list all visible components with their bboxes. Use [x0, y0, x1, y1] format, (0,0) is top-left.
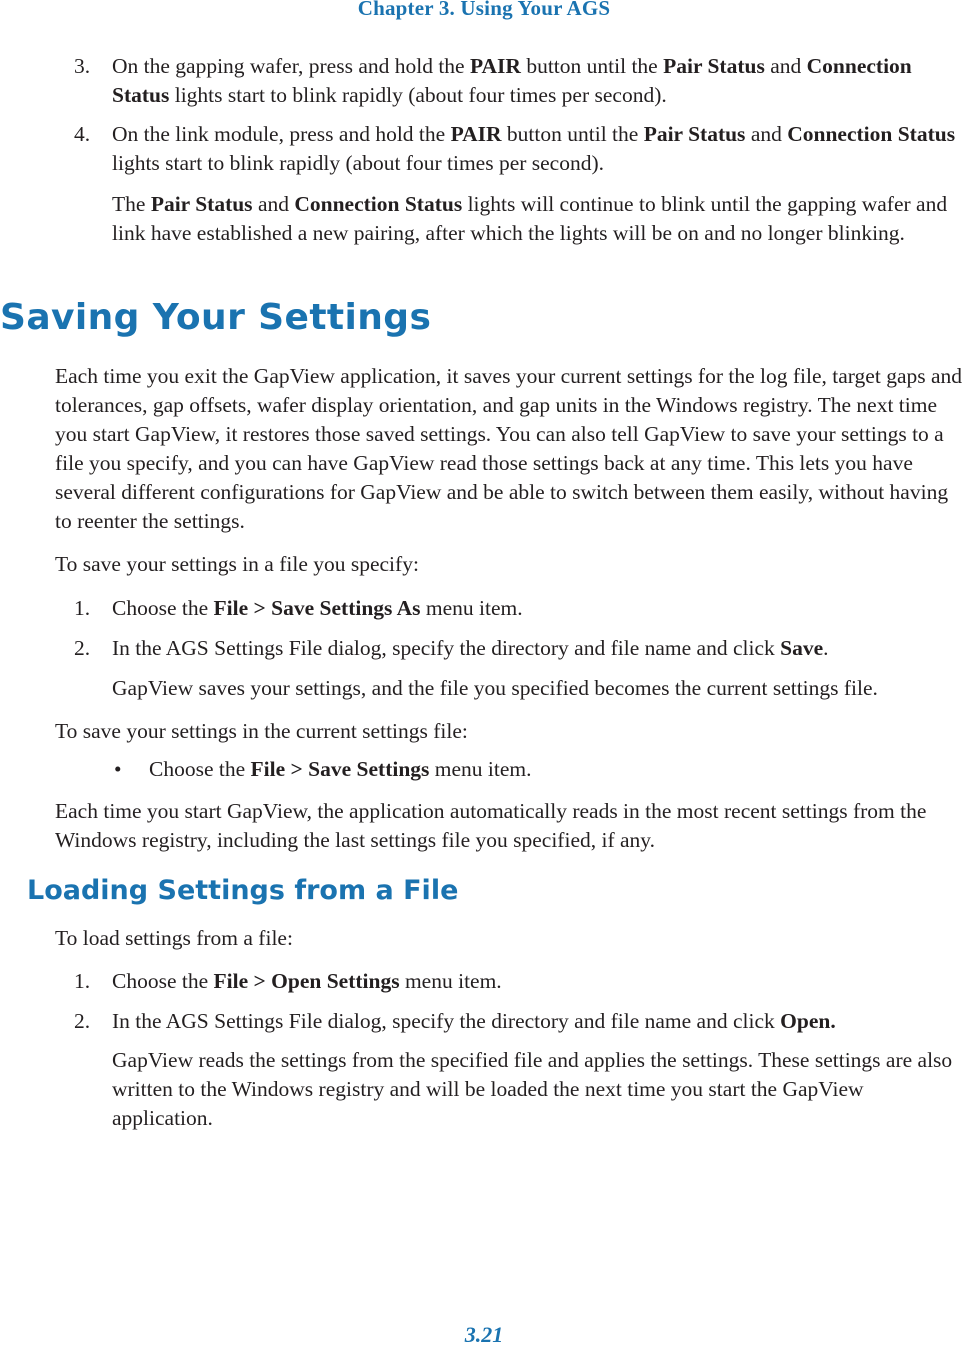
list-item-text: In the AGS Settings File dialog, specify the directory and file name and click Open.: [112, 1009, 836, 1033]
save-as-result: GapView saves your settings, and the file you specified becomes the current settings file.: [112, 676, 878, 700]
list-number: 2.: [74, 636, 91, 660]
subsection-title: Loading Settings from a File: [27, 875, 459, 906]
list-number: 1.: [74, 969, 91, 993]
load-lead: To load settings from a file:: [55, 926, 293, 950]
list-number: 1.: [74, 596, 91, 620]
bullet-dot: •: [114, 757, 122, 781]
section-intro: Each time you exit the GapView application, it saves your current settings for the log file, target gaps and tolerances, gap offsets, wafer display orientation, and gap units in the Windows registry. The next time you start GapView, it restores those saved settings. You can also tell GapView to save your settings to a file you specify, and you can have GapView read those settings back at any time. This lets you have several different configurations for GapView and be able to switch between them easily, without having to reenter the settings.: [55, 364, 963, 533]
section-title: Saving Your Settings: [0, 297, 432, 338]
list-item-text: In the AGS Settings File dialog, specify the directory and file name and click Save.: [112, 636, 829, 660]
page-header-chapter-title: Chapter 3. Using Your AGS: [357, 0, 611, 20]
save-as-lead: To save your settings in a file you specify:: [55, 552, 419, 576]
list-number: 2.: [74, 1009, 91, 1033]
list-item-text: Choose the File > Save Settings As menu item.: [112, 596, 523, 620]
bullet-item-text: Choose the File > Save Settings menu item.: [149, 757, 532, 781]
pairing-note: The Pair Status and Connection Status lights will continue to blink until the gapping wafer and link have established a new pairing, after which the lights will be on and no longer blinking.: [112, 192, 948, 245]
load-result: GapView reads the settings from the specified file and applies the settings. These settings are also written to the Windows registry and will be loaded the next time you start the GapView application.: [112, 1048, 953, 1130]
list-number: 4.: [74, 122, 91, 146]
page-number: 3.21: [464, 1322, 504, 1347]
list-item-text: On the link module, press and hold the PAIR button until the Pair Status and Connection Status lights start to blink rapidly (about four times per second).: [112, 122, 956, 175]
list-number: 3.: [74, 54, 91, 78]
list-item-text: On the gapping wafer, press and hold the PAIR button until the Pair Status and Connection Status lights start to blink rapidly (about four times per second).: [112, 54, 912, 107]
startup-note: Each time you start GapView, the application automatically reads in the most recent settings from the Windows registry, including the last settings file you specified, if any.: [55, 799, 927, 852]
save-current-lead: To save your settings in the current settings file:: [55, 719, 468, 743]
list-item-text: Choose the File > Open Settings menu item.: [112, 969, 502, 993]
